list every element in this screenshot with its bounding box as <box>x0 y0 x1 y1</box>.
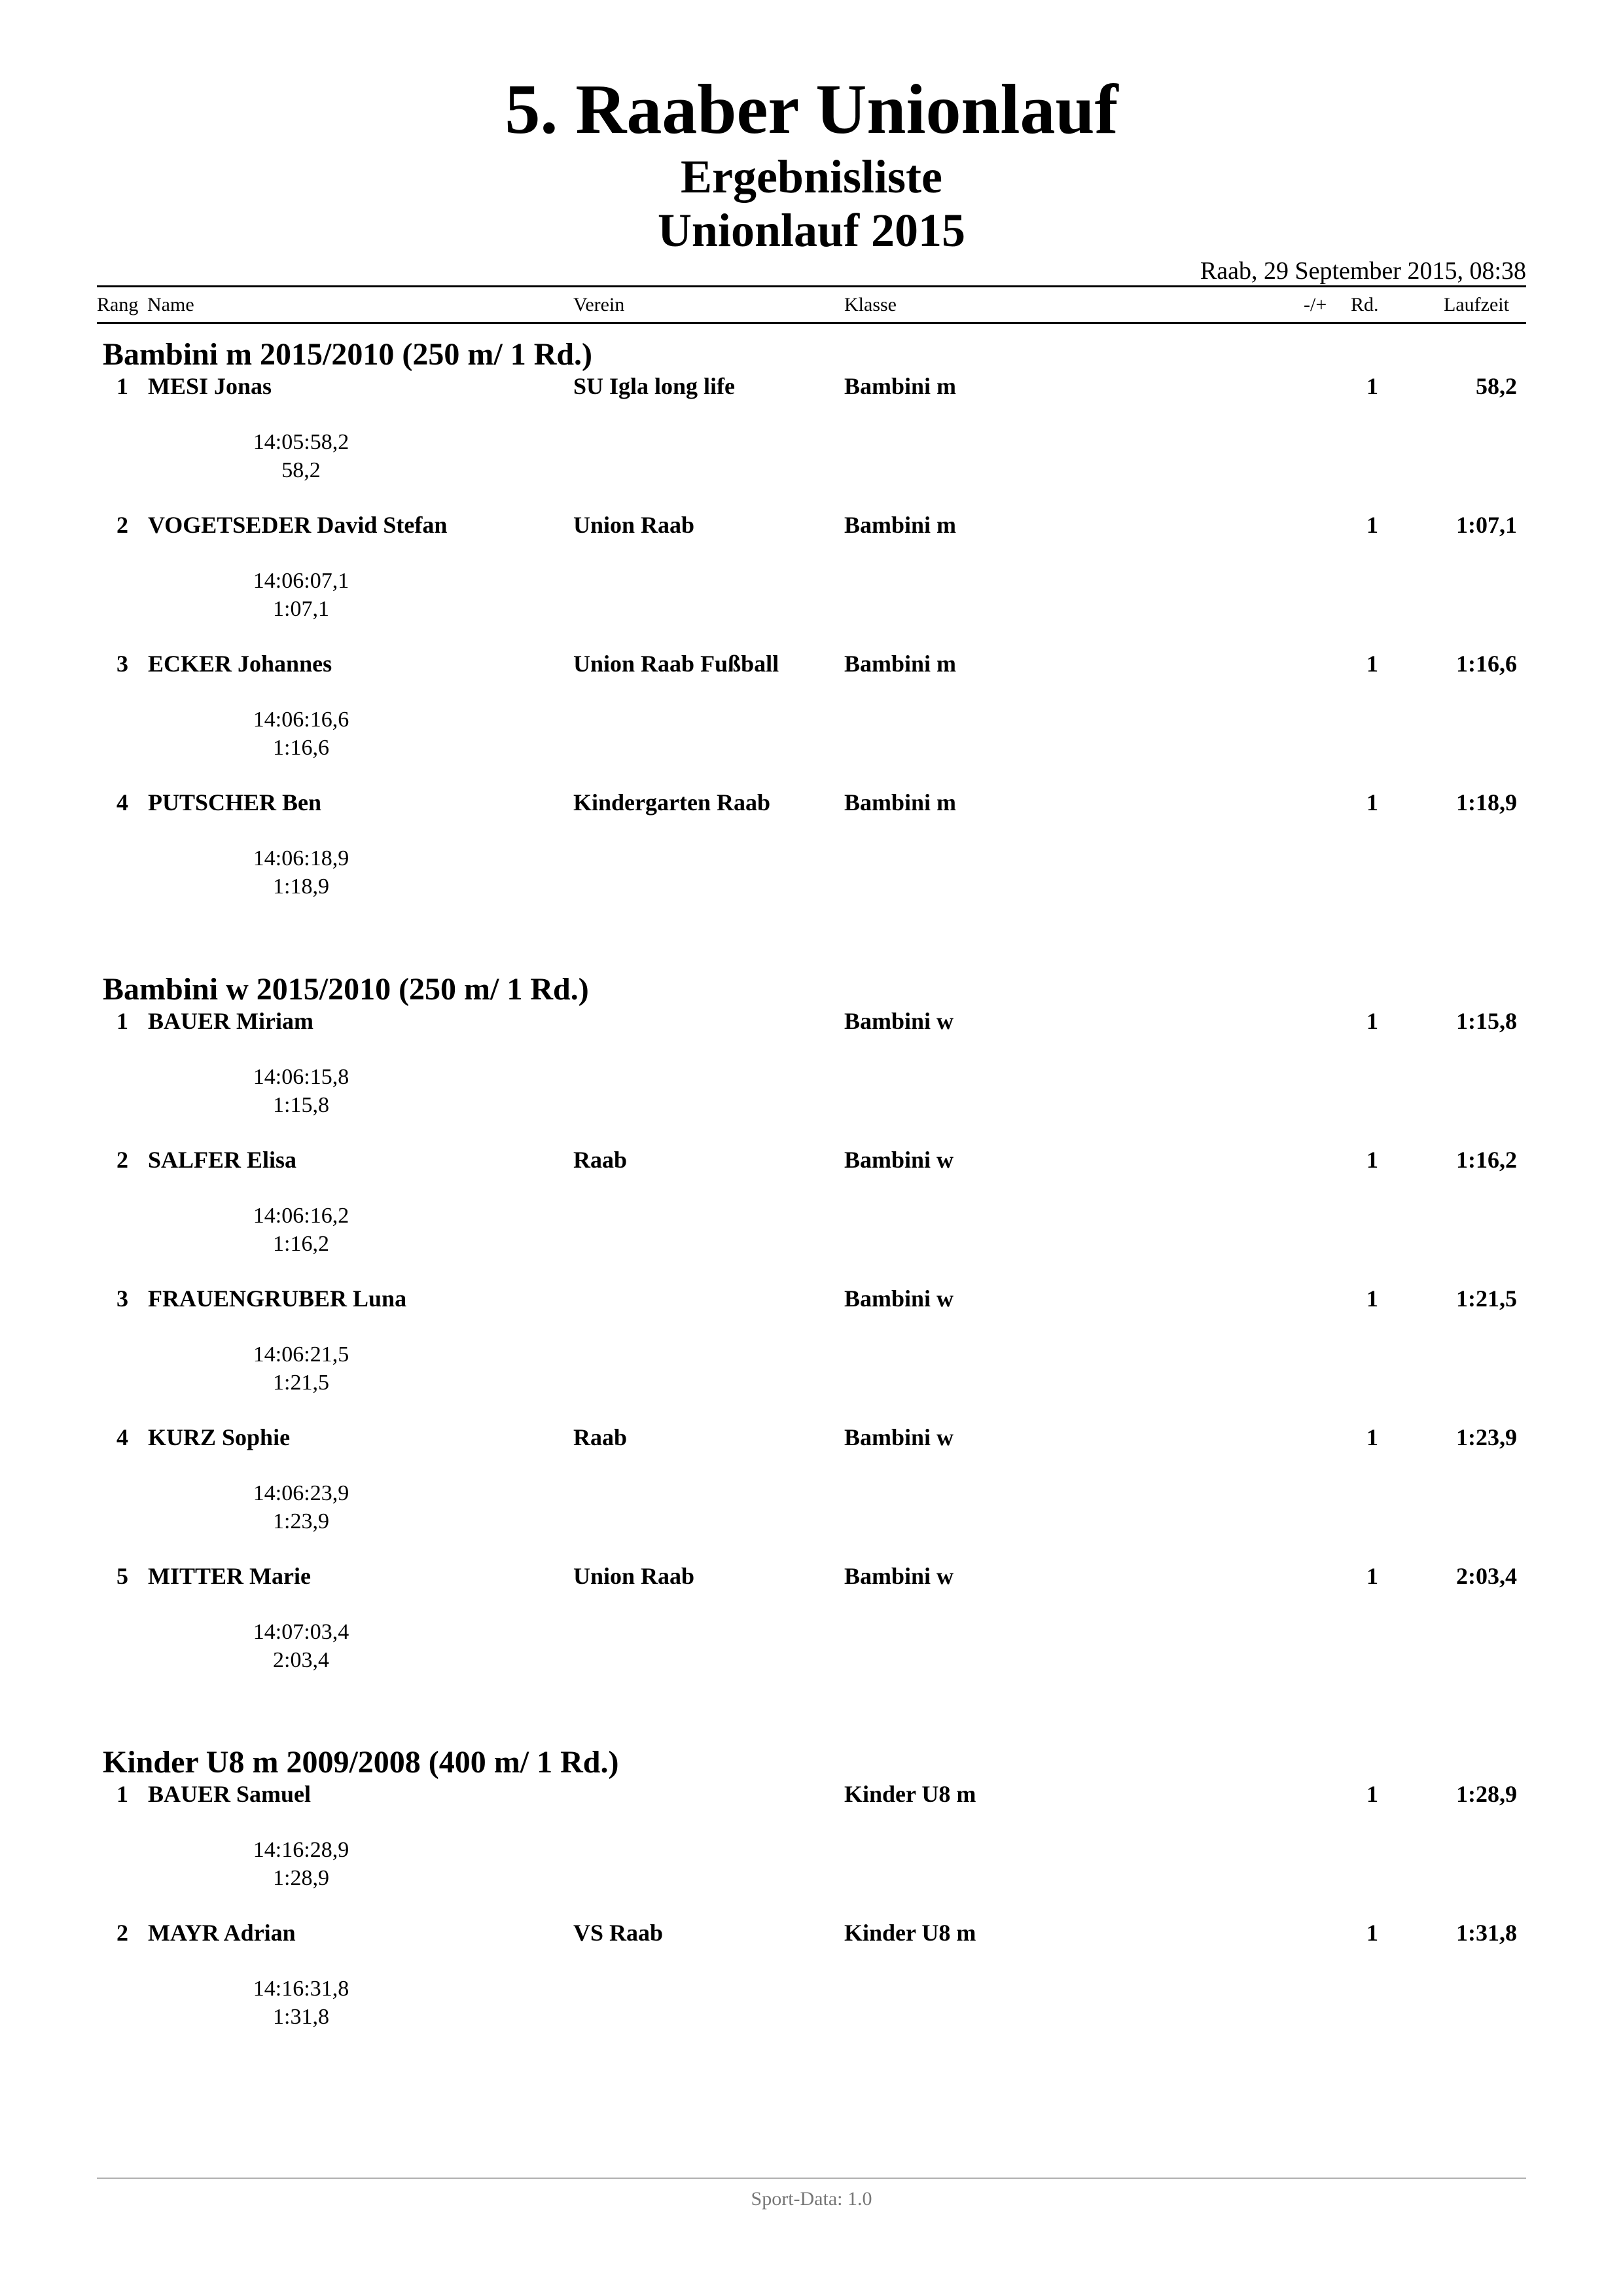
time-of-day: 14:16:31,8 <box>253 1977 349 2001</box>
lap-time: 1:16,6 <box>273 736 329 760</box>
rounds-cell: 1 <box>1366 1781 1378 1807</box>
lap-time: 1:18,9 <box>273 874 329 899</box>
rounds-cell: 1 <box>1366 789 1378 816</box>
section-title: Kinder U8 m 2009/2008 (400 m/ 1 Rd.) <box>103 1745 619 1780</box>
lap-time: 1:21,5 <box>273 1371 329 1395</box>
rank-cell: 4 <box>116 789 128 816</box>
rank-cell: 5 <box>116 1563 128 1589</box>
class-name: Bambini m <box>844 373 957 399</box>
class-name: Kinder U8 m <box>844 1781 976 1807</box>
athlete-name: MITTER Marie <box>148 1563 311 1589</box>
result-row <box>0 1918 1623 2057</box>
rounds-cell: 1 <box>1366 651 1378 677</box>
header-bottom-rule <box>97 322 1526 324</box>
rounds-cell: 1 <box>1366 1563 1378 1589</box>
athlete-name: SALFER Elisa <box>148 1147 297 1173</box>
athlete-name: FRAUENGRUBER Luna <box>148 1285 407 1312</box>
club-name: Union Raab <box>573 512 695 538</box>
time-of-day: 14:16:28,9 <box>253 1838 349 1862</box>
col-header-rd: Rd. <box>1351 294 1379 315</box>
lap-time: 1:23,9 <box>273 1509 329 1534</box>
lap-time: 1:15,8 <box>273 1093 329 1117</box>
result-row <box>0 1284 1623 1423</box>
result-row <box>0 788 1623 927</box>
time-of-day: 14:06:18,9 <box>253 846 349 870</box>
time-of-day: 14:06:16,2 <box>253 1204 349 1228</box>
result-row <box>0 1562 1623 1700</box>
rounds-cell: 1 <box>1366 1008 1378 1034</box>
finish-time: 1:15,8 <box>1456 1008 1517 1034</box>
section-title: Bambini m 2015/2010 (250 m/ 1 Rd.) <box>103 337 593 372</box>
club-name: VS Raab <box>573 1920 664 1946</box>
class-name: Kinder U8 m <box>844 1920 976 1946</box>
class-name: Bambini w <box>844 1563 954 1589</box>
time-of-day: 14:06:23,9 <box>253 1481 349 1505</box>
page-subtitle: Ergebnisliste <box>680 151 942 203</box>
result-row <box>0 511 1623 649</box>
rank-cell: 3 <box>116 1285 128 1312</box>
header-top-rule <box>97 285 1526 287</box>
col-header-verein: Verein <box>573 294 625 315</box>
result-row <box>0 372 1623 511</box>
rank-cell: 1 <box>116 1781 128 1807</box>
club-name: Kindergarten Raab <box>573 789 770 816</box>
rank-cell: 2 <box>116 1147 128 1173</box>
athlete-name: KURZ Sophie <box>148 1424 291 1450</box>
athlete-name: MAYR Adrian <box>148 1920 296 1946</box>
footer-text: Sport-Data: 1.0 <box>751 2188 872 2210</box>
col-header-diff: -/+ <box>1304 294 1327 315</box>
athlete-name: MESI Jonas <box>148 373 272 399</box>
col-header-rang: Rang <box>97 294 139 315</box>
finish-time: 1:31,8 <box>1456 1920 1517 1946</box>
class-name: Bambini w <box>844 1008 954 1034</box>
time-of-day: 14:05:58,2 <box>253 430 349 454</box>
lap-time: 1:16,2 <box>273 1232 329 1256</box>
class-name: Bambini m <box>844 789 957 816</box>
time-of-day: 14:06:16,6 <box>253 708 349 732</box>
time-of-day: 14:06:21,5 <box>253 1342 349 1367</box>
col-header-klasse: Klasse <box>844 294 897 315</box>
rank-cell: 2 <box>116 512 128 538</box>
rounds-cell: 1 <box>1366 373 1378 399</box>
rounds-cell: 1 <box>1366 512 1378 538</box>
club-name: Union Raab Fußball <box>573 651 779 677</box>
rounds-cell: 1 <box>1366 1424 1378 1450</box>
col-header-name: Name <box>147 294 194 315</box>
athlete-name: VOGETSEDER David Stefan <box>148 512 448 538</box>
class-name: Bambini m <box>844 512 957 538</box>
club-name: Union Raab <box>573 1563 695 1589</box>
lap-time: 1:31,8 <box>273 2005 329 2029</box>
class-name: Bambini w <box>844 1285 954 1312</box>
page-title: 5. Raaber Unionlauf <box>505 71 1118 149</box>
club-name: SU Igla long life <box>573 373 736 399</box>
club-name: Raab <box>573 1147 628 1173</box>
athlete-name: PUTSCHER Ben <box>148 789 322 816</box>
event-name: Unionlauf 2015 <box>657 204 966 257</box>
time-of-day: 14:06:07,1 <box>253 569 349 593</box>
footer-rule <box>97 2178 1526 2179</box>
rank-cell: 4 <box>116 1424 128 1450</box>
finish-time: 1:21,5 <box>1456 1285 1517 1312</box>
lap-time: 1:07,1 <box>273 597 329 621</box>
section-title: Bambini w 2015/2010 (250 m/ 1 Rd.) <box>103 972 589 1007</box>
finish-time: 2:03,4 <box>1456 1563 1517 1589</box>
finish-time: 1:16,6 <box>1456 651 1517 677</box>
rank-cell: 1 <box>116 1008 128 1034</box>
class-name: Bambini m <box>844 651 957 677</box>
time-of-day: 14:06:15,8 <box>253 1065 349 1089</box>
result-row <box>0 1423 1623 1562</box>
club-name: Raab <box>573 1424 628 1450</box>
rank-cell: 1 <box>116 373 128 399</box>
col-header-laufzeit: Laufzeit <box>1444 294 1509 315</box>
rounds-cell: 1 <box>1366 1147 1378 1173</box>
finish-time: 58,2 <box>1476 373 1517 399</box>
result-row <box>0 1780 1623 1918</box>
lap-time: 2:03,4 <box>273 1648 329 1672</box>
athlete-name: BAUER Samuel <box>148 1781 312 1807</box>
rounds-cell: 1 <box>1366 1285 1378 1312</box>
athlete-name: BAUER Miriam <box>148 1008 313 1034</box>
finish-time: 1:23,9 <box>1456 1424 1517 1450</box>
result-row <box>0 649 1623 788</box>
result-row <box>0 1007 1623 1145</box>
class-name: Bambini w <box>844 1424 954 1450</box>
lap-time: 1:28,9 <box>273 1866 329 1890</box>
finish-time: 1:16,2 <box>1456 1147 1517 1173</box>
finish-time: 1:28,9 <box>1456 1781 1517 1807</box>
lap-time: 58,2 <box>281 458 321 482</box>
rank-cell: 2 <box>116 1920 128 1946</box>
time-of-day: 14:07:03,4 <box>253 1620 349 1644</box>
result-row <box>0 1145 1623 1284</box>
rank-cell: 3 <box>116 651 128 677</box>
class-name: Bambini w <box>844 1147 954 1173</box>
date-line: Raab, 29 September 2015, 08:38 <box>1200 257 1526 285</box>
rounds-cell: 1 <box>1366 1920 1378 1946</box>
athlete-name: ECKER Johannes <box>148 651 332 677</box>
finish-time: 1:18,9 <box>1456 789 1517 816</box>
finish-time: 1:07,1 <box>1456 512 1517 538</box>
